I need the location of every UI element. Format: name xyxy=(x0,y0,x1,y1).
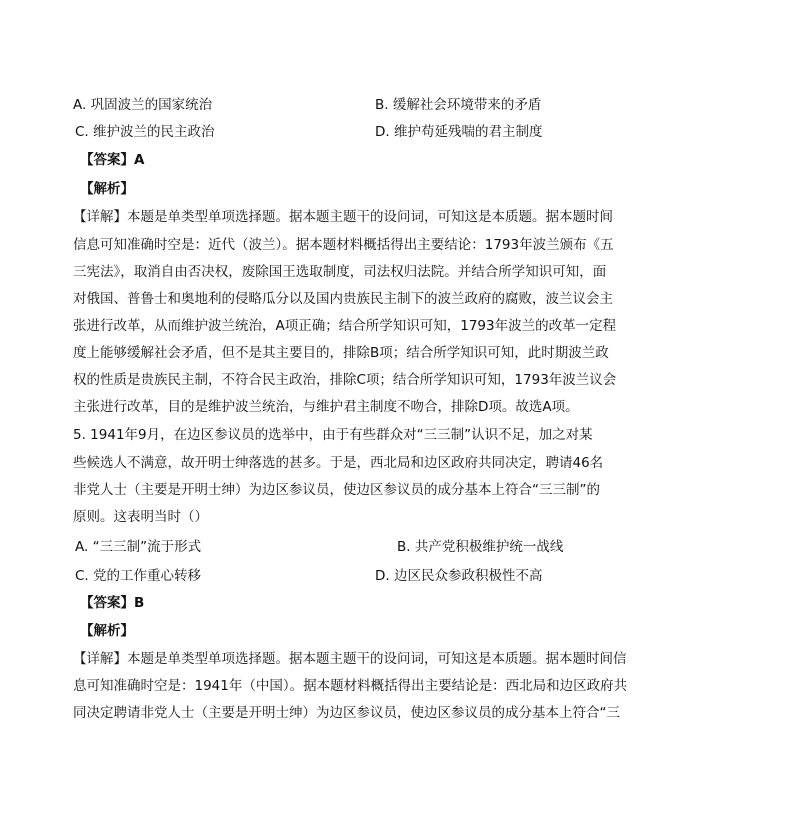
q4-explanation-line: 信息可知准确时空是：近代（波兰）。据本题材料概括得出主要结论：1793年波兰颁布《五 xyxy=(73,237,614,253)
q4-explanation-line: 【详解】本题是单类型单项选择题。据本题主题干的设问词，可知这是本质题。据本题时间 xyxy=(73,209,613,225)
q5-stem-line: 原则。这表明当时（） xyxy=(73,509,208,525)
q5-stem-line: 些候选人不满意，故开明士绅落选的甚多。于是，西北局和边区政府共同决定，聘请46名 xyxy=(73,455,604,471)
q5-answer: 【答案】B xyxy=(80,595,145,611)
q4-answer: 【答案】A xyxy=(80,152,145,168)
q4-option-d: D. 维护苟延残喘的君主制度 xyxy=(375,124,543,140)
q4-option-b: B. 缓解社会环境带来的矛盾 xyxy=(375,97,542,113)
q5-stem-line: 5. 1941年9月，在边区参议员的选举中，由于有些群众对“三三制”认识不足，加之对某 xyxy=(73,427,593,443)
q4-explanation-line: 度上能够缓解社会矛盾，但不是其主要目的，排除B项；结合所学知识可知，此时期波兰政 xyxy=(73,345,609,361)
q5-stem-line: 非党人士（主要是开明士绅）为边区参议员，使边区参议员的成分基本上符合“三三制”的 xyxy=(73,482,600,498)
q4-explanation-line: 权的性质是贵族民主制，不符合民主政治，排除C项；结合所学知识可知，1793年波兰议会 xyxy=(73,372,617,388)
q5-option-d: D. 边区民众参政积极性不高 xyxy=(375,568,543,584)
q4-explanation-line: 三宪法》，取消自由否决权，废除国王选取制度，司法权归法院。并结合所学知识可知，面 xyxy=(73,264,607,280)
q4-explanation-line: 张进行改革，从而维护波兰统治，A项正确；结合所学知识可知，1793年波兰的改革一定程 xyxy=(73,318,617,334)
q5-option-a: A. “三三制”流于形式 xyxy=(75,539,202,555)
q4-option-a: A. 巩固波兰的国家统治 xyxy=(73,97,213,113)
q5-explanation-line: 同决定聘请非党人士（主要是开明士绅）为边区参议员，使边区参议员的成分基本上符合“三 xyxy=(73,705,620,721)
q5-option-c: C. 党的工作重心转移 xyxy=(75,568,202,584)
q5-option-b: B. 共产党积极维护统一战线 xyxy=(397,539,564,555)
q4-explanation-line: 主张进行改革，目的是维护波兰统治，与维护君主制度不吻合，排除D项。故选A项。 xyxy=(73,399,579,415)
q5-analysis-label: 【解析】 xyxy=(80,623,134,639)
q5-explanation-line: 息可知准确时空是：1941年（中国）。据本题材料概括得出主要结论是：西北局和边区政府共 xyxy=(73,678,628,694)
q5-explanation-line: 【详解】本题是单类型单项选择题。据本题主题干的设问词，可知这是本质题。据本题时间信 xyxy=(73,651,627,667)
q4-analysis-label: 【解析】 xyxy=(80,181,134,197)
q4-explanation-line: 对俄国、普鲁士和奥地利的侵略瓜分以及国内贵族民主制下的波兰政府的腐败，波兰议会主 xyxy=(73,291,613,307)
q4-option-c: C. 维护波兰的民主政治 xyxy=(75,124,215,140)
